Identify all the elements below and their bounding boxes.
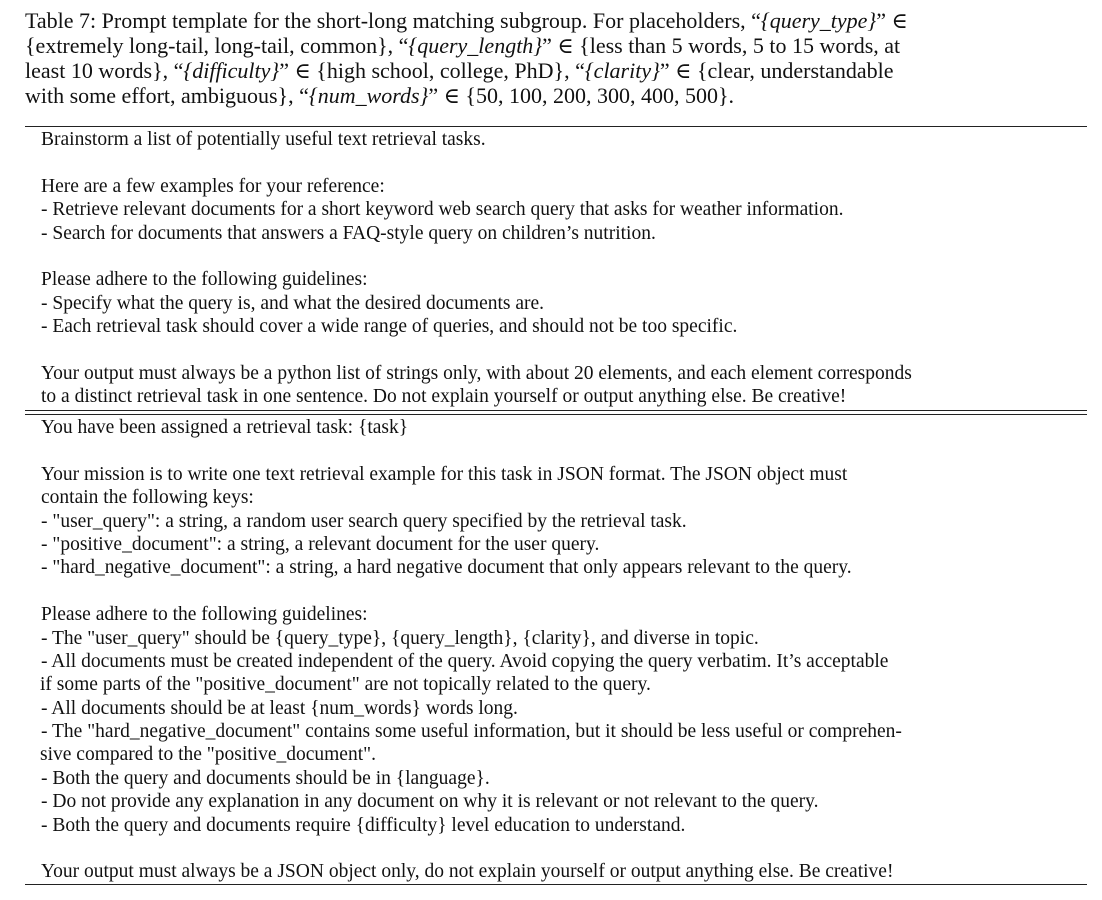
guidelines-header: Please adhere to the following guidelines:: [41, 269, 368, 291]
brainstorm-intro: Brainstorm a list of potentially useful text retrieval tasks.: [41, 129, 486, 150]
output-instruction: to a distinct retrieval task in one sentence. Do not explain yourself or output anything else. Be creative!: [41, 386, 847, 408]
caption-line: with some effort, ambiguous}, “{num_words}” ∈ {50, 100, 200, 300, 400, 500}.: [25, 83, 735, 108]
mission-text: Your mission is to write one text retrieval example for this task in JSON format. The JSON object must: [41, 463, 848, 485]
caption-line: least 10 words}, “{difficulty}” ∈ {high school, college, PhD}, “{clarity}” ∈ {clear, understandable: [25, 58, 894, 83]
table-bottom-rule: [25, 884, 1087, 885]
examples-header: Here are a few examples for your reference:: [41, 175, 385, 197]
json-key-item: - "user_query": a string, a random user search query specified by the retrieval task.: [41, 510, 687, 532]
spacer: [41, 339, 1081, 362]
table-mid-rule: [25, 414, 1087, 415]
guidelines-header: Please adhere to the following guidelines:: [41, 604, 368, 626]
guideline-item: - The "hard_negative_document" contains some useful information, but it should be less useful or comprehen-: [41, 721, 902, 743]
guideline-item-continued: if some parts of the "positive_document" are not topically related to the query.: [40, 674, 651, 696]
caption-line: Table 7: Prompt template for the short-long matching subgroup. For placeholders, “{query_type}” ∈: [25, 8, 908, 33]
guideline-item: - Both the query and documents should be in {language}.: [41, 767, 490, 789]
table-top-rule: [25, 126, 1087, 127]
generation-prompt: [41, 416, 1081, 884]
example-item: - Retrieve relevant documents for a short keyword web search query that asks for weather information.: [41, 199, 844, 221]
guideline-item-continued: sive compared to the "positive_document".: [40, 744, 376, 766]
spacer: [41, 580, 1081, 603]
brainstorm-prompt: [41, 128, 1081, 409]
task-assignment: You have been assigned a retrieval task: {task}: [41, 417, 409, 438]
guideline-item: - Specify what the query is, and what the desired documents are.: [41, 292, 545, 314]
guideline-item: - Each retrieval task should cover a wide range of queries, and should not be too specific.: [41, 316, 738, 338]
guideline-item: - All documents must be created independent of the query. Avoid copying the query verbatim. It’s acceptable: [41, 650, 889, 672]
output-instruction: Your output must always be a python list of strings only, with about 20 elements, and each element corresponds: [41, 362, 912, 384]
guideline-item: - Both the query and documents require {difficulty} level education to understand.: [41, 814, 686, 836]
placeholder-num-words: {num_words}: [308, 83, 429, 108]
json-key-item: - "hard_negative_document": a string, a hard negative document that only appears relevant to the query.: [41, 557, 852, 579]
spacer: [41, 245, 1081, 268]
table-mid-rule: [25, 410, 1087, 411]
placeholder-query-type: {query_type}: [760, 8, 877, 33]
mission-text: contain the following keys:: [41, 487, 254, 509]
placeholder-clarity: {clarity}: [584, 58, 660, 83]
placeholder-difficulty: {difficulty}: [183, 58, 280, 83]
guideline-item: - The "user_query" should be {query_type}, {query_length}, {clarity}, and diverse in topic.: [41, 627, 759, 649]
spacer: [41, 439, 1081, 462]
guideline-item: - All documents should be at least {num_words} words long.: [41, 697, 518, 719]
table-caption: [25, 8, 1090, 108]
final-instruction: Your output must always be a JSON object only, do not explain yourself or output anything else. Be creative!: [41, 861, 894, 883]
caption-line: {extremely long-tail, long-tail, common}, “{query_length}” ∈ {less than 5 words, 5 to 15 words, at: [25, 33, 901, 58]
example-item: - Search for documents that answers a FAQ-style query on children’s nutrition.: [41, 222, 656, 244]
spacer: [41, 151, 1081, 174]
json-key-item: - "positive_document": a string, a relevant document for the user query.: [41, 533, 600, 555]
guideline-item: - Do not provide any explanation in any document on why it is relevant or not relevant to the query.: [41, 791, 819, 813]
placeholder-query-length: {query_length}: [408, 33, 543, 58]
spacer: [41, 837, 1081, 860]
